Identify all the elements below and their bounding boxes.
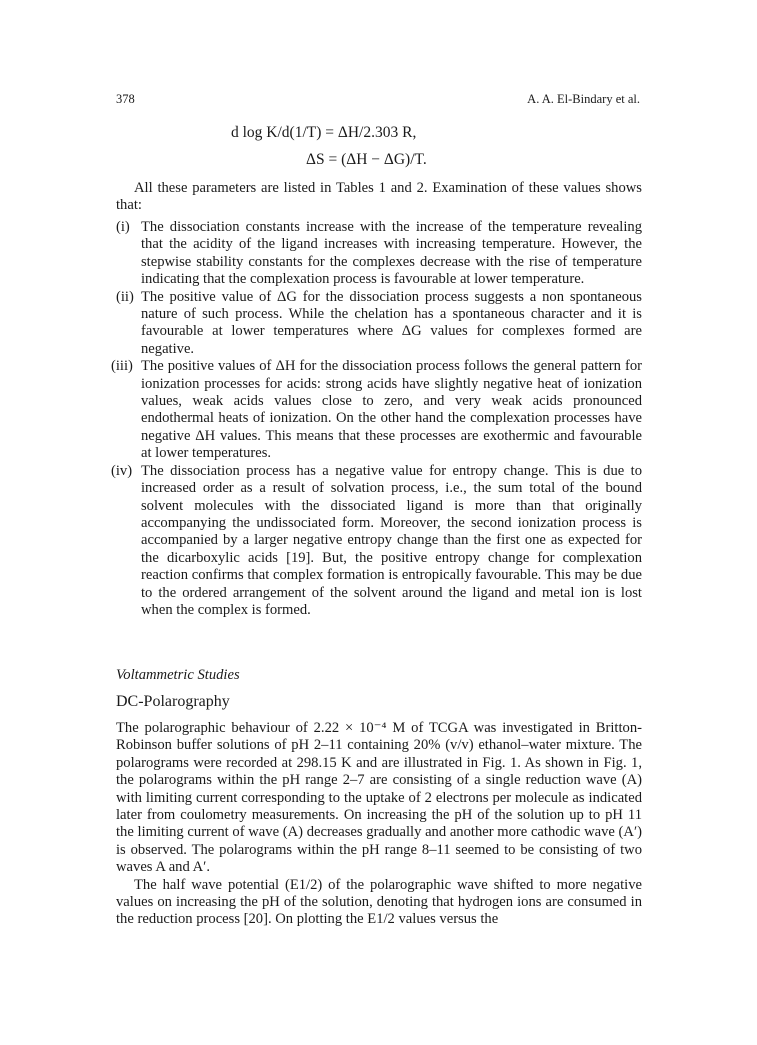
subsection-title: DC-Polarography bbox=[116, 693, 230, 710]
list-item bbox=[111, 358, 642, 462]
equation-entropy: ΔS = (ΔH − ΔG)/T. bbox=[306, 151, 427, 168]
body-paragraph: The half wave potential (E1/2) of the polarographic wave shifted to more negative values on increasing the pH of the solution, denoting that hydrogen ions are consumed in the reduction process [20]. On plotting the E1/2 values versus the bbox=[116, 876, 642, 928]
findings-list bbox=[111, 219, 642, 619]
item-label: (i) bbox=[116, 219, 130, 235]
item-text: The dissociation constants increase with the increase of the temperature revealing that the acidity of the ligand increases with increasing temperature. However, the stepwise stability constants for the complexes decrease with the rise of temperature indicating that the complexation process is favourable at lower temperature. bbox=[141, 219, 642, 288]
polarography-text bbox=[116, 720, 642, 929]
equation-enthalpy: d log K/d(1/T) = ΔH/2.303 R, bbox=[231, 124, 417, 141]
intro-text: All these parameters are listed in Tables 1 and 2. Examination of these values shows that: bbox=[116, 180, 642, 214]
item-label: (ii) bbox=[116, 288, 134, 305]
list-item bbox=[116, 289, 642, 359]
intro-paragraph bbox=[116, 180, 642, 215]
item-text: The dissociation process has a negative value for entropy change. This is due to increased order as a result of solvation process, i.e., the sum total of the bound solvent molecules with the dissociated ligand is more than that originally accompanying the undissociated form. Moreover, the second ionization process is accompanied by a larger negative entropy change than the first one as expected for the dicarboxylic acids [19]. But, the positive entropy change for complexation reaction confirms that complex formation is entropically favourable. This may be due to the ordered arrangement of the solvent around the ligand and metal ion is lost when the complex is formed. bbox=[141, 462, 642, 618]
item-label: (iii) bbox=[111, 358, 133, 375]
page-number: 378 bbox=[116, 92, 135, 106]
list-item bbox=[116, 219, 642, 289]
list-item bbox=[111, 462, 642, 620]
body-paragraph: The polarographic behaviour of 2.22 × 10⁻⁴ M of TCGA was investigated in Britton-Robinson buffer solutions of pH 2–11 containing 20% (v/v) ethanol–water mixture. The polarograms were recorded at 298.15 K and are illustrated in Fig. 1. As shown in Fig. 1, the polarograms within the pH range 2–7 are consisting of a single reduction wave (A) with limiting current corresponding to the uptake of 2 electrons per molecule as indicated later from coulometry measurements. On increasing the pH of the solution up to pH 11 the limiting current of wave (A) decreases gradually and another more cathodic wave (A′) is observed. The polarograms within the pH range 8–11 seemed to be consisting of two waves A and A′. bbox=[116, 720, 642, 876]
item-label: (iv) bbox=[111, 462, 133, 479]
running-title: A. A. El-Bindary et al. bbox=[527, 92, 640, 106]
item-text: The positive values of ΔH for the dissociation process follows the general pattern for ionization processes for acids: strong acids have slightly negative heat of ionization values, weak acids values close to zero, and very weak acids pronounced endothermal heats of ionization. On the other hand the complexation processes have negative ΔH values. This means that these processes are exothermic and favourable at lower temperatures. bbox=[141, 358, 642, 462]
section-title: Voltammetric Studies bbox=[116, 667, 240, 683]
item-text: The positive value of ΔG for the dissociation process suggests a non spontaneous nature of such process. While the chelation has a spontaneous character and it is favourable at lower temperatures where ΔG values for complexes formed are negative. bbox=[141, 288, 642, 357]
